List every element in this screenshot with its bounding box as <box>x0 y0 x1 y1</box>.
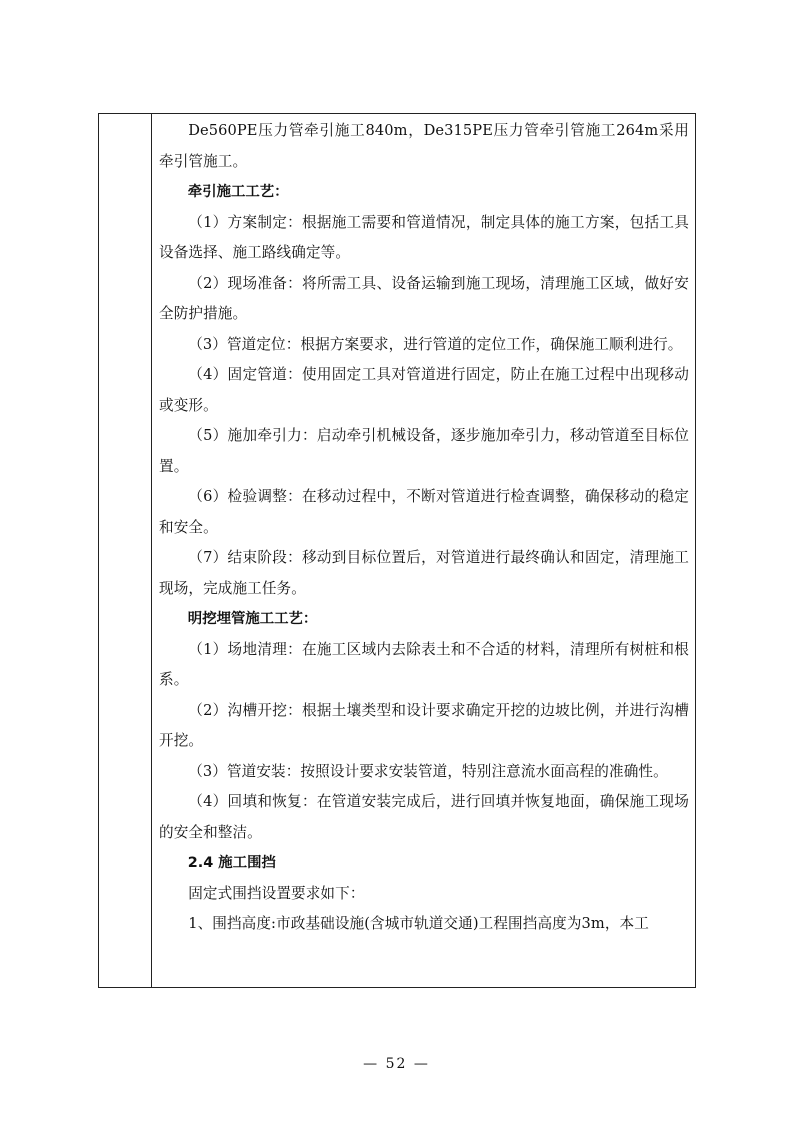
page-number: — 52 — <box>363 1056 430 1072</box>
traction-step-3: （3）管道定位：根据方案要求，进行管道的定位工作，确保施工顺利进行。 <box>188 335 683 353</box>
trench-step-2: （2）沟槽开挖：根据土壤类型和设计要求确定开挖的边坡比例，并进行沟槽开挖。 <box>159 701 689 749</box>
traction-step-4: （4）固定管道：使用固定工具对管道进行固定，防止在施工过程中出现移动或变形。 <box>159 366 689 414</box>
trench-step-1: （1）场地清理：在施工区域内去除表土和不合适的材料，清理所有树桩和根系。 <box>159 640 689 688</box>
trench-step-4: （4）回填和恢复：在管道安装完成后，进行回填并恢复地面，确保施工现场的安全和整洁。 <box>159 793 689 841</box>
trench-heading: 明挖埋管施工工艺： <box>187 611 318 627</box>
trench-step-3: （3）管道安装：按照设计要求安装管道，特别注意流水面高程的准确性。 <box>188 762 668 780</box>
fence-item-1: 1、围挡高度:市政基础设施(含城市轨道交通)工程围挡高度为3m，本工 <box>188 915 649 932</box>
table-content-cell <box>159 116 689 940</box>
intro-paragraph: De560PE压力管牵引施工840m，De315PE压力管牵引管施工264m采用牵引管施工。 <box>159 122 689 170</box>
fence-intro: 固定式围挡设置要求如下： <box>188 884 365 902</box>
traction-step-7: （7）结束阶段：移动到目标位置后，对管道进行最终确认和固定，清理施工现场，完成施工任务。 <box>159 549 689 597</box>
document-table <box>98 113 696 988</box>
traction-step-2: （2）现场准备：将所需工具、设备运输到施工现场，清理施工区域，做好安全防护措施。 <box>159 274 689 322</box>
traction-step-5: （5）施加牵引力：启动牵引机械设备，逐步施加牵引力，移动管道至目标位置。 <box>159 427 689 475</box>
traction-step-1: （1）方案制定：根据施工需要和管道情况，制定具体的施工方案，包括工具设备选择、施工路线确定等。 <box>159 213 689 261</box>
traction-step-6: （6）检验调整：在移动过程中，不断对管道进行检查调整，确保移动的稳定和安全。 <box>159 488 689 536</box>
traction-heading: 牵引施工工艺： <box>187 184 289 200</box>
column-divider <box>151 114 152 987</box>
section-heading: 2.4 施工围挡 <box>187 855 276 871</box>
